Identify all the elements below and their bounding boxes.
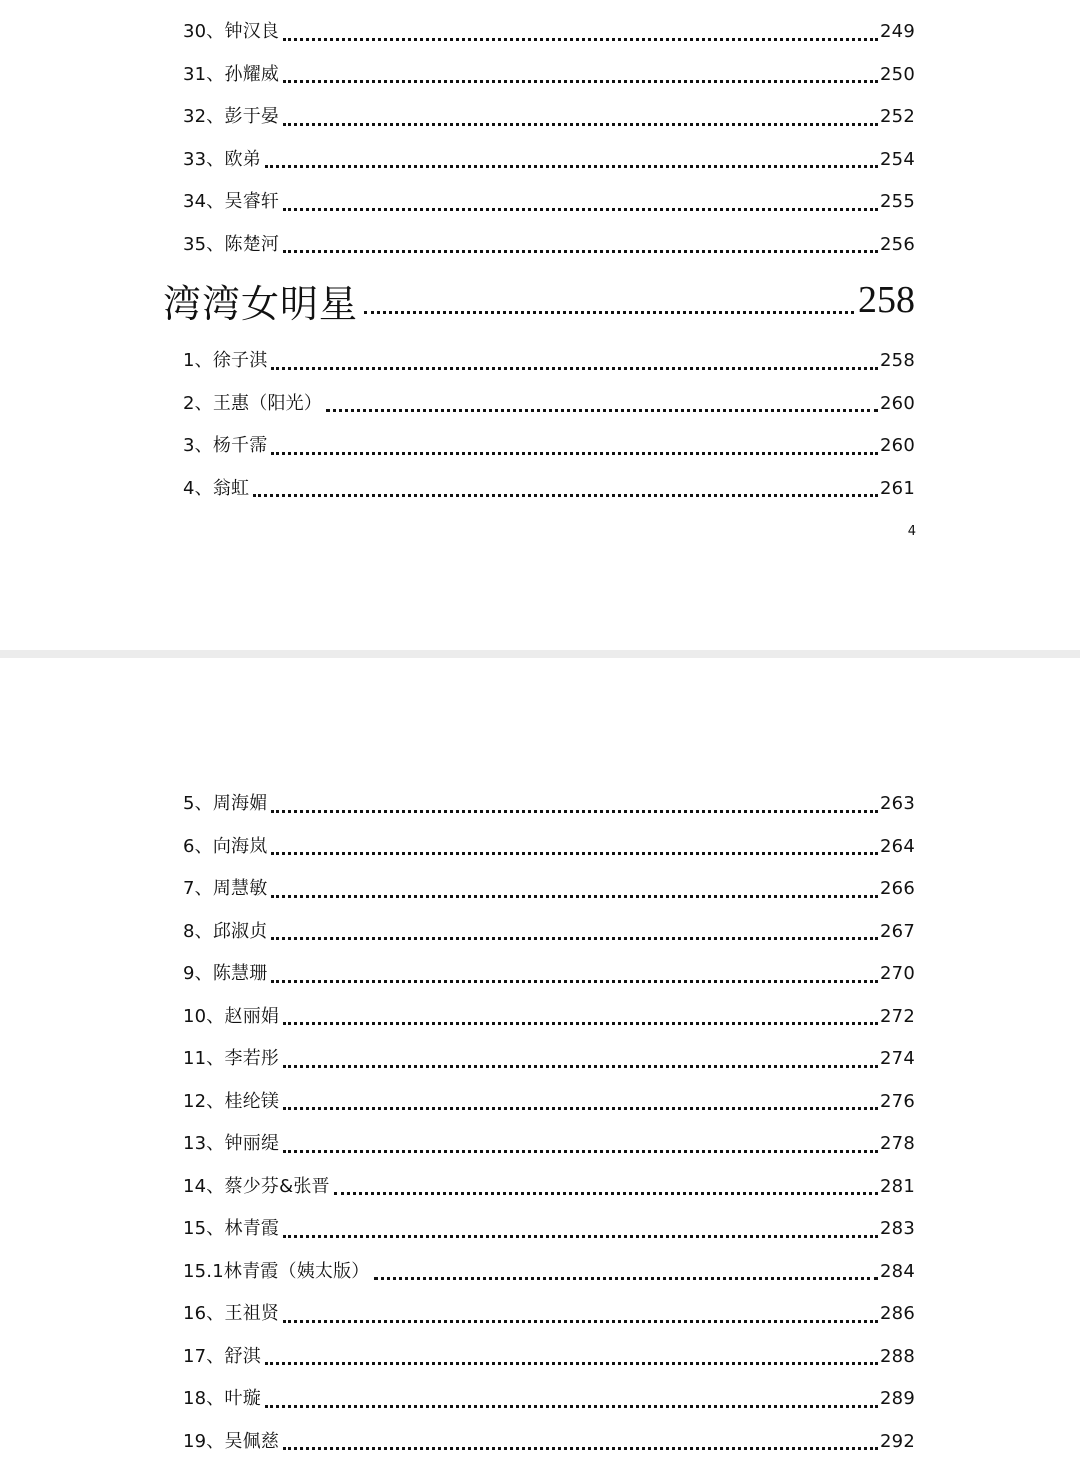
entry-page-number: 288 bbox=[880, 1348, 915, 1366]
toc-entry[interactable] bbox=[183, 1293, 915, 1336]
dot-leader bbox=[374, 1276, 879, 1280]
entry-name: 桂纶镁 bbox=[225, 1093, 280, 1111]
entry-number: 7、 bbox=[183, 880, 213, 898]
entry-name: 林青霞 bbox=[225, 1220, 280, 1238]
entry-page-number: 286 bbox=[880, 1305, 915, 1323]
entry-number: 15.1 bbox=[183, 1263, 224, 1281]
entry-number: 34、 bbox=[183, 193, 225, 211]
document-page-lower bbox=[0, 658, 1080, 1440]
dot-leader bbox=[271, 936, 878, 940]
entry-page-number: 263 bbox=[880, 795, 915, 813]
toc-entry[interactable] bbox=[183, 139, 915, 182]
section-page-number: 258 bbox=[858, 278, 915, 322]
toc-entry[interactable] bbox=[183, 1421, 915, 1463]
entry-name: 徐子淇 bbox=[213, 352, 268, 370]
toc-entry[interactable] bbox=[183, 996, 915, 1039]
entry-name: 杨千霈 bbox=[213, 437, 268, 455]
entry-name: 向海岚 bbox=[213, 838, 268, 856]
entry-page-number: 260 bbox=[880, 395, 915, 413]
dot-leader bbox=[271, 809, 878, 813]
entry-page-number: 274 bbox=[880, 1050, 915, 1068]
entry-name: 周海媚 bbox=[213, 795, 268, 813]
toc-entry[interactable] bbox=[183, 953, 915, 996]
entry-number: 4、 bbox=[183, 480, 213, 498]
dot-leader bbox=[283, 1446, 878, 1450]
entry-name: 陈慧珊 bbox=[213, 965, 268, 983]
entry-number: 18、 bbox=[183, 1390, 225, 1408]
entry-number: 10、 bbox=[183, 1008, 225, 1026]
entry-name: 林青霞（姨太版） bbox=[224, 1263, 370, 1281]
page-separator bbox=[0, 650, 1080, 658]
toc-entry[interactable] bbox=[183, 340, 915, 383]
entry-page-number: 261 bbox=[880, 480, 915, 498]
entry-name: 蔡少芬&张晋 bbox=[225, 1178, 330, 1196]
dot-leader bbox=[326, 408, 878, 412]
dot-leader bbox=[283, 249, 878, 253]
entry-number: 9、 bbox=[183, 965, 213, 983]
toc-entry[interactable] bbox=[183, 468, 915, 511]
dot-leader bbox=[283, 207, 878, 211]
dot-leader bbox=[265, 1361, 878, 1365]
entry-page-number: 272 bbox=[880, 1008, 915, 1026]
entry-number: 16、 bbox=[183, 1305, 225, 1323]
entry-number: 19、 bbox=[183, 1433, 225, 1451]
entry-page-number: 283 bbox=[880, 1220, 915, 1238]
entry-page-number: 252 bbox=[880, 108, 915, 126]
entry-name: 李若彤 bbox=[225, 1050, 280, 1068]
toc-entry[interactable] bbox=[183, 1378, 915, 1421]
entry-page-number: 267 bbox=[880, 923, 915, 941]
dot-leader bbox=[283, 1319, 878, 1323]
dot-leader bbox=[271, 451, 878, 455]
dot-leader bbox=[283, 79, 878, 83]
dot-leader bbox=[283, 1149, 878, 1153]
entry-name: 陈楚河 bbox=[225, 236, 280, 254]
entry-name: 王惠（阳光） bbox=[213, 395, 322, 413]
entry-page-number: 260 bbox=[880, 437, 915, 455]
dot-leader bbox=[283, 1106, 878, 1110]
toc-entry[interactable] bbox=[183, 224, 915, 267]
dot-leader bbox=[334, 1191, 878, 1195]
toc-entry[interactable] bbox=[183, 1208, 915, 1251]
entry-page-number: 266 bbox=[880, 880, 915, 898]
entry-name: 周慧敏 bbox=[213, 880, 268, 898]
entry-number: 12、 bbox=[183, 1093, 225, 1111]
dot-leader bbox=[283, 1021, 878, 1025]
entry-number: 13、 bbox=[183, 1135, 225, 1153]
entry-number: 33、 bbox=[183, 151, 225, 169]
entry-number: 17、 bbox=[183, 1348, 225, 1366]
entry-page-number: 270 bbox=[880, 965, 915, 983]
entry-name: 吴睿轩 bbox=[225, 193, 280, 211]
toc-entry[interactable] bbox=[183, 181, 915, 224]
entry-page-number: 264 bbox=[880, 838, 915, 856]
entry-page-number: 284 bbox=[880, 1263, 915, 1281]
entry-page-number: 255 bbox=[880, 193, 915, 211]
entry-name: 翁虹 bbox=[213, 480, 249, 498]
toc-entry[interactable] bbox=[183, 96, 915, 139]
entry-page-number: 249 bbox=[880, 23, 915, 41]
toc-entry[interactable] bbox=[183, 1336, 915, 1379]
document-page-upper bbox=[0, 0, 1080, 650]
entry-name: 邱淑贞 bbox=[213, 923, 268, 941]
entry-name: 赵丽娟 bbox=[225, 1008, 280, 1026]
toc-list-upper bbox=[183, 11, 915, 266]
toc-entry[interactable] bbox=[183, 783, 915, 826]
toc-entry[interactable] bbox=[183, 1251, 915, 1294]
entry-number: 8、 bbox=[183, 923, 213, 941]
toc-section-heading[interactable] bbox=[163, 270, 915, 330]
dot-leader bbox=[271, 979, 878, 983]
entry-page-number: 276 bbox=[880, 1093, 915, 1111]
entry-name: 钟丽缇 bbox=[225, 1135, 280, 1153]
entry-name: 钟汉良 bbox=[225, 23, 280, 41]
entry-page-number: 292 bbox=[880, 1433, 915, 1451]
entry-name: 王祖贤 bbox=[225, 1305, 280, 1323]
entry-page-number: 256 bbox=[880, 236, 915, 254]
toc-entry[interactable] bbox=[183, 425, 915, 468]
entry-number: 1、 bbox=[183, 352, 213, 370]
dot-leader bbox=[265, 164, 878, 168]
entry-page-number: 258 bbox=[880, 352, 915, 370]
dot-leader bbox=[271, 366, 878, 370]
entry-name: 孙耀威 bbox=[225, 66, 280, 84]
toc-entry[interactable] bbox=[183, 54, 915, 97]
dot-leader bbox=[253, 493, 878, 497]
toc-entry[interactable] bbox=[183, 383, 915, 426]
toc-entry[interactable] bbox=[183, 1123, 915, 1166]
entry-name: 吴佩慈 bbox=[225, 1433, 280, 1451]
dot-leader bbox=[283, 1234, 878, 1238]
toc-entry[interactable] bbox=[183, 1038, 915, 1081]
dot-leader bbox=[265, 1404, 878, 1408]
toc-entry[interactable] bbox=[183, 911, 915, 954]
dot-leader bbox=[271, 851, 878, 855]
toc-entry[interactable] bbox=[183, 868, 915, 911]
entry-page-number: 278 bbox=[880, 1135, 915, 1153]
entry-name: 彭于晏 bbox=[225, 108, 280, 126]
entry-number: 31、 bbox=[183, 66, 225, 84]
section-title: 湾湾女明星 bbox=[163, 273, 358, 328]
entry-page-number: 289 bbox=[880, 1390, 915, 1408]
entry-number: 14、 bbox=[183, 1178, 225, 1196]
dot-leader bbox=[271, 894, 878, 898]
entry-name: 叶璇 bbox=[225, 1390, 261, 1408]
entry-number: 30、 bbox=[183, 23, 225, 41]
page-footer-number: 4 bbox=[880, 524, 916, 539]
entry-number: 11、 bbox=[183, 1050, 225, 1068]
dot-leader bbox=[283, 1064, 878, 1068]
entry-page-number: 254 bbox=[880, 151, 915, 169]
entry-name: 舒淇 bbox=[225, 1348, 261, 1366]
dot-leader bbox=[283, 122, 878, 126]
toc-list-section bbox=[183, 340, 915, 510]
entry-number: 2、 bbox=[183, 395, 213, 413]
toc-entry[interactable] bbox=[183, 1166, 915, 1209]
toc-list-lower bbox=[183, 783, 915, 1463]
entry-number: 15、 bbox=[183, 1220, 225, 1238]
entry-number: 3、 bbox=[183, 437, 213, 455]
entry-number: 35、 bbox=[183, 236, 225, 254]
entry-name: 欧弟 bbox=[225, 151, 261, 169]
entry-page-number: 281 bbox=[880, 1178, 915, 1196]
entry-page-number: 250 bbox=[880, 66, 915, 84]
entry-number: 32、 bbox=[183, 108, 225, 126]
entry-number: 5、 bbox=[183, 795, 213, 813]
entry-number: 6、 bbox=[183, 838, 213, 856]
toc-entry[interactable] bbox=[183, 1081, 915, 1124]
dot-leader bbox=[364, 310, 854, 314]
toc-entry[interactable] bbox=[183, 11, 915, 54]
dot-leader bbox=[283, 37, 878, 41]
toc-entry[interactable] bbox=[183, 826, 915, 869]
